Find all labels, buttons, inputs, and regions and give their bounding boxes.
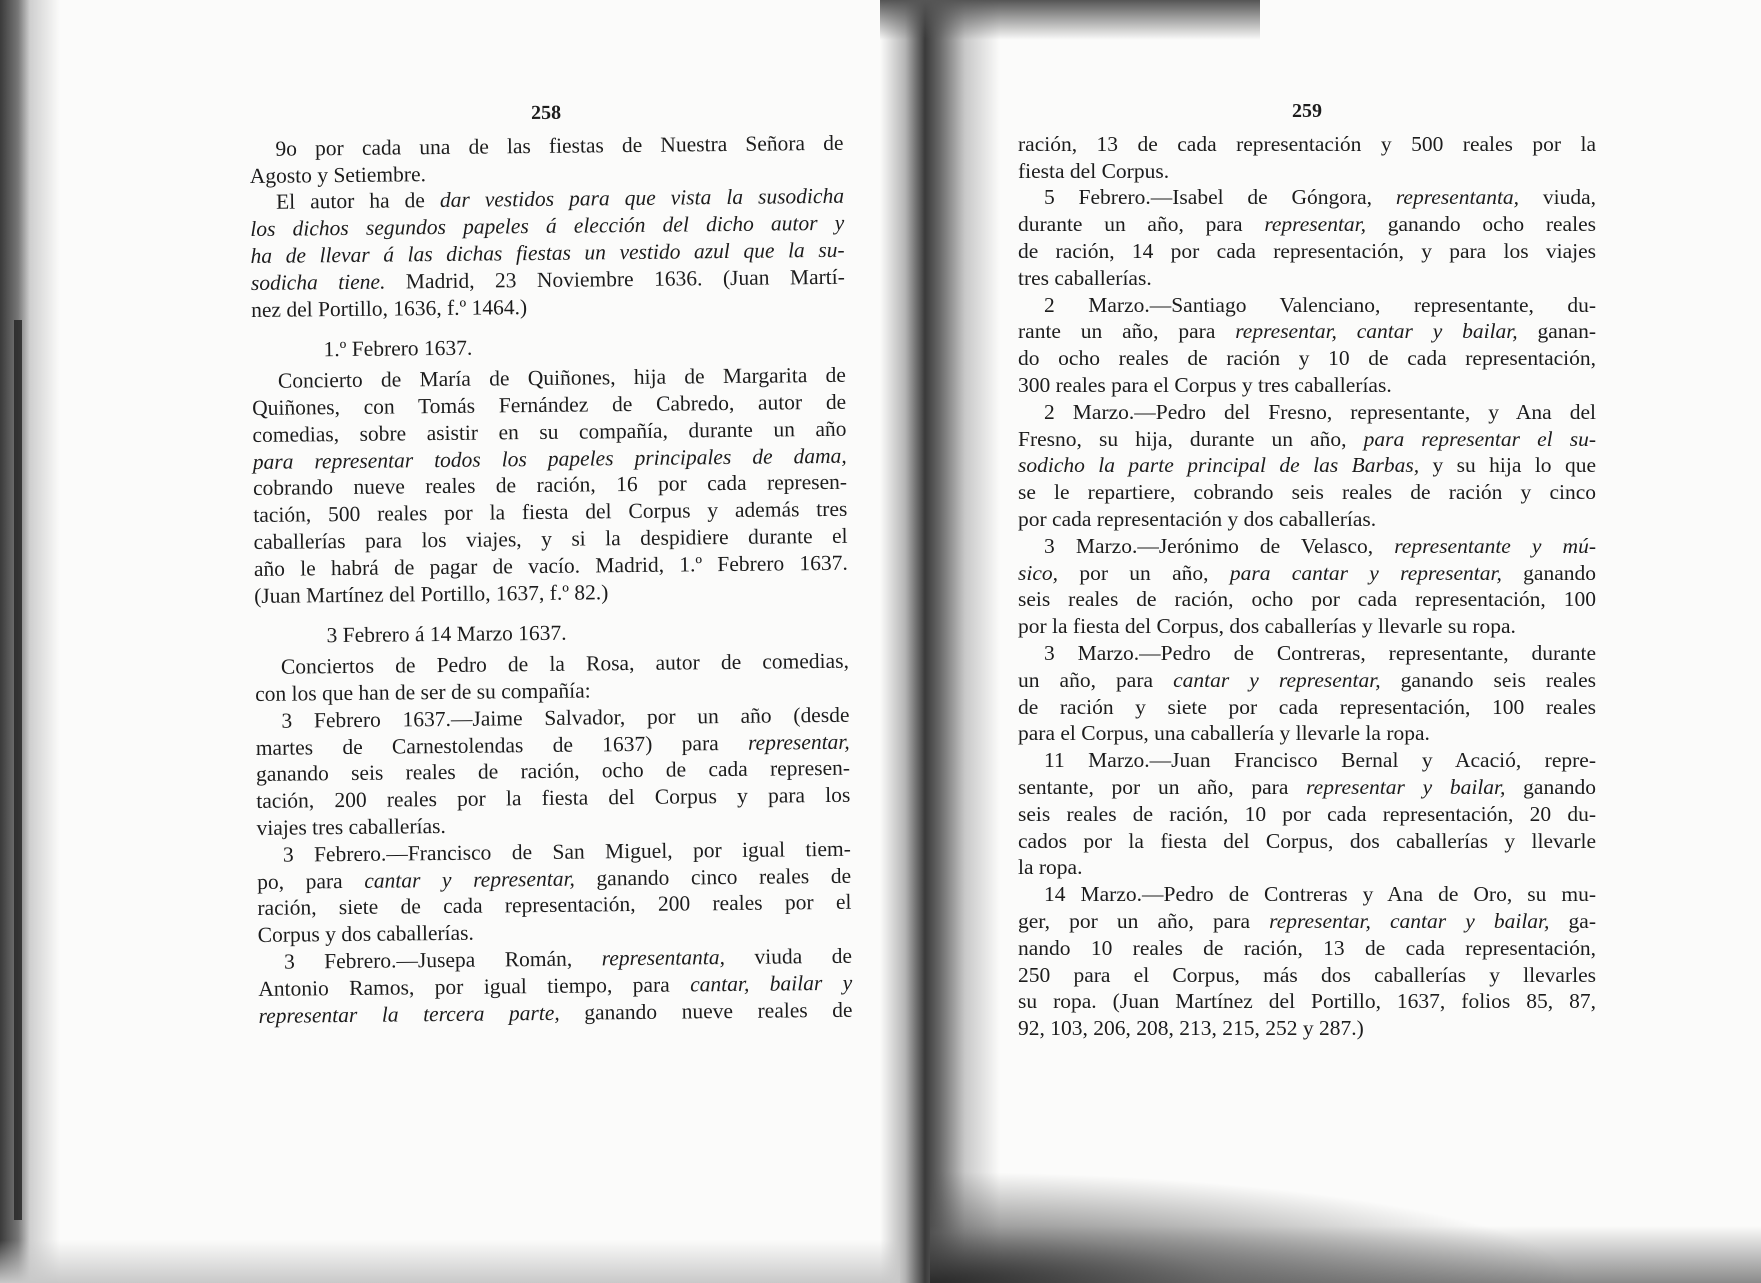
text: tres caballerías. xyxy=(1018,265,1152,290)
paragraph xyxy=(1018,881,1596,1042)
text: 3 Marzo.—Pedro de Contreras, representante, durante xyxy=(1044,640,1596,665)
text: po, para xyxy=(257,868,365,894)
scan-edge-line xyxy=(14,320,22,1220)
text-line xyxy=(1018,158,1596,185)
italic-text: para representar todos los papeles principales de dama, xyxy=(252,443,847,474)
text: ganando nueve reales de xyxy=(559,997,853,1025)
text: comedias, sobre asistir en su compañía, durante un año xyxy=(252,416,847,447)
text-line xyxy=(1018,747,1596,774)
text: ganando cinco reales de xyxy=(574,863,852,891)
text: 3 Marzo.—Jerónimo de Velasco, xyxy=(1044,533,1395,558)
italic-text: sico, xyxy=(1018,560,1059,585)
italic-text: dar vestidos para que vista la susodicha xyxy=(439,184,845,213)
text: nando 10 reales de ración, 13 de cada representación, xyxy=(1018,935,1596,960)
text: ganando xyxy=(1501,560,1596,585)
text: ración, siete de cada representación, 200 reales por el xyxy=(257,890,852,921)
text: 2 Marzo.—Pedro del Fresno, representante, y Ana del xyxy=(1044,399,1596,424)
text: cobrando nueve reales de ración, 16 por cada represen- xyxy=(252,470,848,501)
text-line xyxy=(1018,560,1596,587)
text-line xyxy=(1018,640,1596,667)
italic-text: representante y mú- xyxy=(1394,533,1596,558)
text: 14 Marzo.—Pedro de Contreras y Ana de Oro, su mu- xyxy=(1044,882,1596,907)
text: un año, para xyxy=(1018,667,1174,692)
book-gutter-shadow xyxy=(880,0,1000,1283)
text-line xyxy=(1018,586,1596,613)
paragraph xyxy=(255,701,850,841)
text-line xyxy=(1018,828,1596,855)
italic-text: representar, xyxy=(747,729,850,755)
text: martes de Carnestolendas de 1637) para xyxy=(255,730,749,760)
paragraph xyxy=(1018,292,1596,399)
paragraph xyxy=(1018,640,1596,747)
text-line xyxy=(1018,854,1596,881)
paragraph xyxy=(255,648,850,708)
italic-text: representar la tercera parte, xyxy=(258,1000,560,1028)
text-line xyxy=(1018,908,1596,935)
text: sentante, por un año, para xyxy=(1018,774,1307,799)
text-line xyxy=(1018,801,1596,828)
text: año le habrá de pagar de vacío. Madrid, 1.º Febrero 1637. xyxy=(253,550,848,581)
text: ganando xyxy=(1505,774,1596,799)
text-line xyxy=(254,576,848,609)
text: de ración, 14 por cada representación, y para los viajes xyxy=(1018,238,1596,263)
paragraph xyxy=(1018,131,1596,185)
text: 3 Febrero.—Jusepa Román, xyxy=(283,946,602,974)
text: con los que han de ser de su compañía: xyxy=(255,678,591,706)
paragraph xyxy=(252,362,848,609)
text: ganando seis reales xyxy=(1380,667,1596,692)
scan-edge-shadow xyxy=(0,0,60,1283)
text: ración, 13 de cada representación y 500 reales por la xyxy=(1018,131,1596,156)
text-line xyxy=(1018,1015,1596,1042)
italic-text: para cantar y representar, xyxy=(1229,560,1502,585)
text: viajes tres caballerías. xyxy=(256,813,446,840)
italic-text: representar y bailar, xyxy=(1306,774,1506,799)
text-line xyxy=(1018,399,1596,426)
paragraph xyxy=(258,943,853,1030)
text: Concierto de María de Quiñones, hija de Margarita de xyxy=(277,362,847,393)
text: viuda de xyxy=(724,943,853,969)
text: por cada representación y dos caballerías. xyxy=(1018,506,1377,531)
text-line xyxy=(1018,211,1596,238)
text: ga- xyxy=(1549,908,1596,933)
text: Corpus y dos caballerías. xyxy=(257,920,474,948)
text: nez del Portillo, 1636, f.º 1464.) xyxy=(251,294,528,322)
scan-bottom-shadow xyxy=(0,1240,900,1283)
text-line xyxy=(1018,667,1596,694)
text: Madrid, 23 Noviembre 1636. (Juan Martí- xyxy=(385,264,845,294)
italic-text: sodicha tiene. xyxy=(250,269,386,295)
left-page xyxy=(249,97,853,1029)
text: caballerías para los viajes, y si la despidiere durante el xyxy=(253,523,848,554)
italic-text: representar, xyxy=(1264,212,1367,237)
text: por un año, xyxy=(1058,560,1230,585)
page-body xyxy=(1018,131,1596,1042)
text: seis reales de ración, ocho por cada representación, 100 xyxy=(1018,587,1596,612)
text: rante un año, para xyxy=(1018,319,1236,344)
italic-text: cantar y representar, xyxy=(364,866,575,893)
text: 9o por cada una de las fiestas de Nuestra Señora de xyxy=(275,130,844,161)
text: y su hija lo que xyxy=(1419,453,1596,478)
text-line xyxy=(1018,962,1596,989)
paragraph xyxy=(257,835,852,948)
paragraph xyxy=(1018,747,1596,881)
text-line xyxy=(1018,881,1596,908)
text-line xyxy=(1018,238,1596,265)
text: 11 Marzo.—Juan Francisco Bernal y Acació, repre- xyxy=(1044,748,1596,773)
text: ganando ocho reales xyxy=(1366,212,1596,237)
text-line xyxy=(1018,694,1596,721)
section-date-heading: 3 Febrero á 14 Marzo 1637. xyxy=(326,621,567,648)
text-line xyxy=(1018,613,1596,640)
text-line xyxy=(1018,372,1596,399)
text: 3 Febrero 1637.—Jaime Salvador, por un año (desde xyxy=(281,702,850,733)
text-line xyxy=(1018,184,1596,211)
paragraph xyxy=(249,130,844,190)
text: para el Corpus, una caballería y llevarle la ropa. xyxy=(1018,721,1430,746)
text-line xyxy=(1018,533,1596,560)
page-body xyxy=(249,130,852,1030)
text: 250 para el Corpus, más dos caballerías y llevarles xyxy=(1018,962,1596,987)
text-line xyxy=(1018,774,1596,801)
italic-text: ha de llevar á las dichas fiestas un vestido azul que la su- xyxy=(250,237,845,268)
text: do ocho reales de ración y 10 de cada representación, xyxy=(1018,346,1596,371)
italic-text: los dichos segundos papeles á elección del dicho autor y xyxy=(250,210,845,242)
text: seis reales de ración, 10 por cada representación, 20 du- xyxy=(1018,801,1596,826)
text: (Juan Martínez del Portillo, 1637, f.º 82.) xyxy=(254,579,609,608)
text: Agosto y Setiembre. xyxy=(249,161,427,188)
paragraph xyxy=(250,183,845,323)
text: su ropa. (Juan Martínez del Portillo, 1637, folios 85, 87, xyxy=(1018,989,1596,1014)
text-line xyxy=(1018,479,1596,506)
text-line xyxy=(1018,426,1596,453)
text: se le repartiere, cobrando seis reales de ración y cinco xyxy=(1018,480,1596,505)
italic-text: representar, cantar y bailar, xyxy=(1269,908,1550,933)
paragraph xyxy=(1018,399,1596,533)
text: tación, 500 reales por la fiesta del Corpus y además tres xyxy=(253,496,848,528)
italic-text: para representar el su- xyxy=(1363,426,1596,451)
italic-text: cantar y representar, xyxy=(1173,667,1381,692)
page-number: 258 xyxy=(531,101,562,125)
text: por la fiesta del Corpus, dos caballerías y llevarle su ropa. xyxy=(1018,614,1516,639)
italic-text: representar, cantar y bailar, xyxy=(1235,319,1518,344)
text: 2 Marzo.—Santiago Valenciano, representante, du- xyxy=(1044,292,1596,317)
paragraph xyxy=(1018,533,1596,640)
text-line xyxy=(1018,265,1596,292)
italic-text: representanta, xyxy=(601,944,726,971)
text-line xyxy=(1018,345,1596,372)
text: Conciertos de Pedro de la Rosa, autor de comedias, xyxy=(280,648,850,679)
text: viuda, xyxy=(1519,185,1596,210)
text: El autor ha de xyxy=(275,188,441,215)
text-line xyxy=(251,290,845,323)
scan-corner-shadow xyxy=(930,1140,1761,1283)
italic-text: sodicho la parte principal de las Barbas, xyxy=(1018,453,1420,478)
text: 300 reales para el Corpus y tres caballerías. xyxy=(1018,372,1392,397)
text: Antonio Ramos, por igual tiempo, para xyxy=(258,972,691,1001)
text: 3 Febrero.—Francisco de San Miguel, por igual tiem- xyxy=(282,836,851,867)
text: ganan- xyxy=(1517,319,1596,344)
text-line xyxy=(1018,506,1596,533)
text-line xyxy=(1018,935,1596,962)
text: Quiñones, con Tomás Fernández de Cabredo, autor de xyxy=(252,389,847,420)
text: durante un año, para xyxy=(1018,212,1265,237)
italic-text: representanta, xyxy=(1395,185,1520,210)
text: ganando seis reales de ración, ocho de cada represen- xyxy=(255,756,851,787)
text: ger, por un año, para xyxy=(1018,908,1270,933)
text-line xyxy=(1018,131,1596,158)
text-line xyxy=(1018,720,1596,747)
text-line xyxy=(1018,988,1596,1015)
text: de ración y siete por cada representación, 100 reales xyxy=(1018,694,1596,719)
section-date-heading: 1.º Febrero 1637. xyxy=(323,336,473,362)
text-line xyxy=(1018,452,1596,479)
text: Fresno, su hija, durante un año, xyxy=(1018,426,1364,451)
text-line xyxy=(258,996,852,1029)
right-page xyxy=(1018,98,1596,1042)
paragraph xyxy=(1018,184,1596,291)
page-number: 259 xyxy=(1292,100,1322,122)
text: cados por la fiesta del Corpus, dos caballerías y llevarle xyxy=(1018,828,1596,853)
italic-text: cantar, bailar y xyxy=(690,970,853,997)
text-line xyxy=(1018,292,1596,319)
text: fiesta del Corpus. xyxy=(1018,158,1170,183)
text: 5 Febrero.—Isabel de Góngora, xyxy=(1044,185,1396,210)
text-line xyxy=(1018,318,1596,345)
text: 92, 103, 206, 208, 213, 215, 252 y 287.) xyxy=(1018,1016,1364,1041)
scan-top-shadow xyxy=(880,0,1260,40)
text: la ropa. xyxy=(1018,855,1083,880)
text: tación, 200 reales por la fiesta del Corpus y para los xyxy=(256,782,851,814)
